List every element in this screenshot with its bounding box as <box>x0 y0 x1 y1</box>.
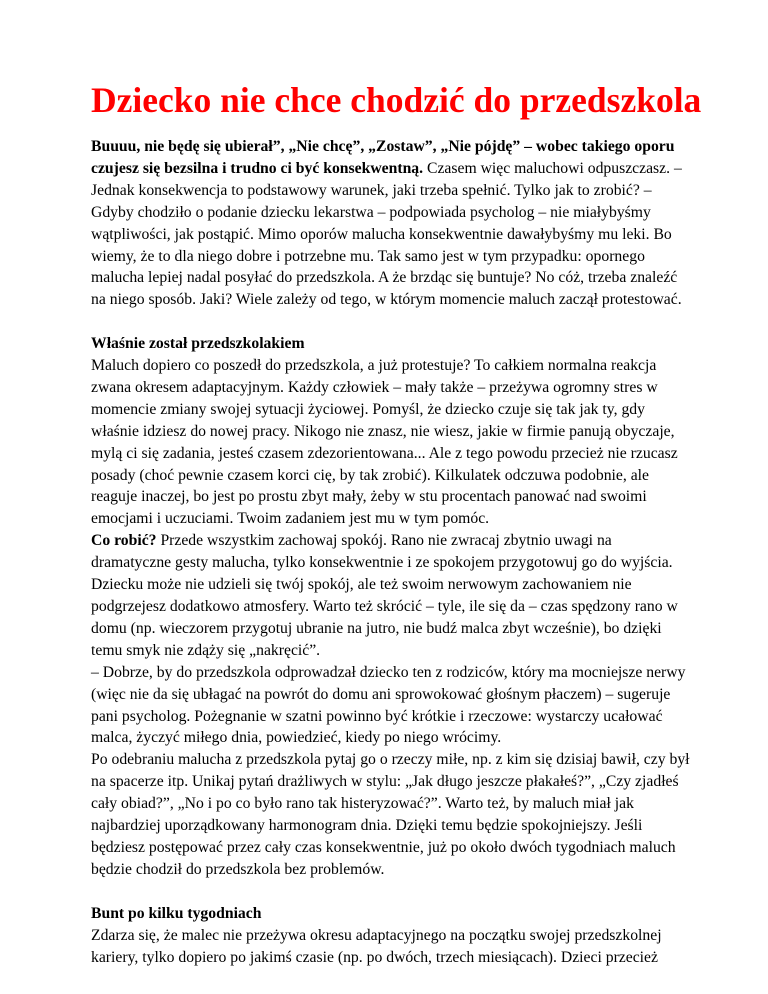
what-to-do-label: Co robić? <box>91 532 157 550</box>
section1-paragraph-2: – Dobrze, by do przedszkola odprowadzał dziecko ten z rodziców, który ma mocniejsze nerwy (więc nie da się ubłagać na powrót do domu ani sprowokować głośnym płaczem) – sugeruje pani psycholog. Pożegnanie w szatni powinno być krótkie i rzeczowe: wystarczy ucałować malca, życzyć miłego dnia, powiedzieć, kiedy po niego wrócimy. <box>91 663 686 747</box>
what-to-do-text: Przede wszystkim zachowaj spokój. Rano nie zwracaj zbytnio uwagi na dramatyczne gesty malucha, tylko konsekwentnie i ze spokojem przygotowuj go do wyjścia. Dziecku może nie udzieli się twój spokój, ale też swoim nerwowym zachowaniem nie podgrzejesz dodatkowo atmosfery. Warto też skrócić – tyle, ile się da – czas spędzony rano w domu (np. wieczorem przygotuj ubranie na jutro, nie budź malca zbyt wcześnie), bo dzięki temu smyk nie zdąży się „nakręcić”. <box>91 532 678 659</box>
intro-paragraph <box>91 136 691 311</box>
intro-lead-bold: Buuuu, nie będę się ubierał”, „Nie chcę”, „Zostaw”, „Nie pójdę” – wobec takiego oporu czujesz się bezsilna i trudno ci być konsekwentną. <box>91 138 675 177</box>
section1-paragraph: Maluch dopiero co poszedł do przedszkola, a już protestuje? To całkiem normalna reakcja zwana okresem adaptacyjnym. Każdy człowiek – mały także – przeżywa ogromny stres w momencie zmiany swojej sytuacji życiowej. Pomyśl, że dziecko czuje się tak jak ty, gdy właśnie idziesz do nowej pracy. Nikogo nie znasz, nie wiesz, jakie w firmie panują obyczaje, mylą ci się zadania, jesteś czasem zdezorientowana... Ale z tego powodu przecież nie rzucasz posady (choć pewnie czasem korci cię, by tak zrobić). Kilkulatek odczuwa podobnie, ale reaguje inaczej, bo jest po prostu zbyt mały, żeby w stu procentach panować nad swoimi emocjami i uczuciami. Twoim zadaniem jest mu w tym pomóc. <box>91 357 678 528</box>
section1-paragraph-3: Po odebraniu malucha z przedszkola pytaj go o rzeczy miłe, np. z kim się dzisiaj bawił, czy był na spacerze itp. Unikaj pytań drażliwych w stylu: „Jak długo jeszcze płakałeś?”, „Czy zjadłeś cały obiad?”, „No i po co było rano tak histeryzować?”. Warto też, by maluch miał jak najbardziej uporządkowany harmonogram dnia. Dzięki temu będzie spokojniejszy. Jeśli będziesz postępować przez cały czas konsekwentnie, już po około dwóch tygodniach maluch będzie chodził do przedszkola bez problemów. <box>91 751 690 878</box>
intro-text: Czasem więc maluchowi odpuszczasz. – Jednak konsekwencja to podstawowy warunek, jaki trzeba spełnić. Tylko jak to zrobić? – Gdyby chodziło o podanie dziecku lekarstwa – podpowiada psycholog – nie miałybyśmy wątpliwości, jak postąpić. Mimo oporów malucha konsekwentnie dawałybyśmy mu leki. Bo wiemy, że to dla niego dobre i potrzebne mu. Tak samo jest w tym przypadku: opornego malucha lepiej nadal posyłać do przedszkola. A że brzdąc się buntuje? No cóż, trzeba znaleźć na niego sposób. Jaki? Wiele zależy od tego, w którym momencie maluch zaczął protestować. <box>91 159 682 309</box>
section2-paragraph: Zdarza się, że malec nie przeżywa okresu adaptacyjnego na początku swojej przedszkolnej kariery, tylko dopiero po jakimś czasie (np. po dwóch, trzech miesiącach). Dzieci przecież <box>91 926 662 966</box>
section1-heading: Właśnie został przedszkolakiem <box>91 335 305 353</box>
what-to-do-paragraph <box>91 530 691 661</box>
section-heading <box>91 903 691 925</box>
section-heading <box>91 333 691 355</box>
document-content <box>91 78 702 968</box>
section2-heading: Bunt po kilku tygodniach <box>91 904 262 922</box>
page-title: Dziecko nie chce chodzić do przedszkola <box>91 80 702 120</box>
